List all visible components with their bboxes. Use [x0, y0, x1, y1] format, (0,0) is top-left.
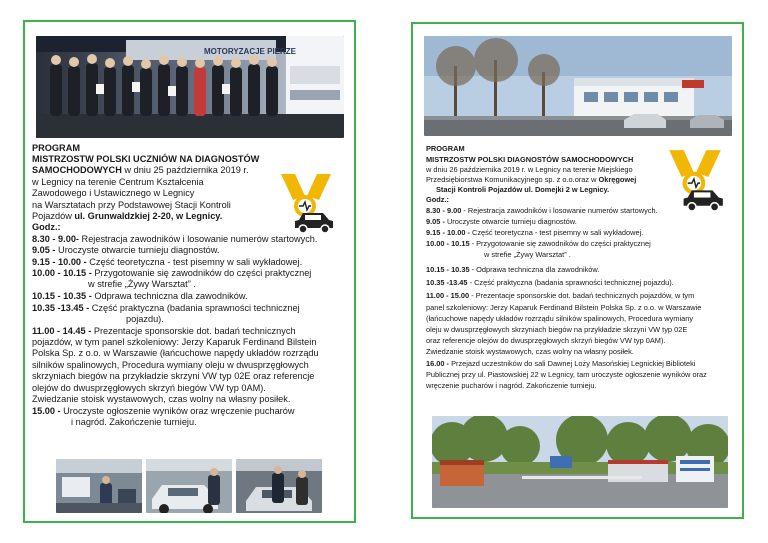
- right-schedule-item: 9.05 - Uroczyste otwarcie turnieju diagnostów.: [426, 217, 577, 226]
- banner-text: MOTORYZACJE PIERZE: [204, 47, 297, 56]
- left-schedule-item: pojazdu).: [126, 314, 164, 324]
- left-schedule-item: 11.00 - 14.45 - Prezentacje sponsorskie dot. badań technicznych: [32, 326, 296, 336]
- left-address: ul. Grunwaldzkiej 2-20, w Legnicy.: [71, 211, 223, 221]
- right-intro-line: Stacji Kontroli Pojazdów ul. Domejki 2 w Legnicy.: [436, 185, 610, 194]
- medal-car-icon: [277, 172, 337, 234]
- left-heading-program: PROGRAM: [32, 143, 80, 153]
- right-schedule-item: Zwiedzanie stoisk wystawowych, czas wolny na własny posiłek.: [426, 347, 634, 356]
- left-schedule-item: olejów do dwusprzęgłowych skrzyń biegów VW typ 0AM).: [32, 383, 266, 393]
- right-schedule-item: 10.35 -13.45 - Część praktyczna (badania sprawności technicznej pojazdu).: [426, 278, 674, 287]
- workshop-photo-1: [56, 459, 142, 513]
- workshop-photo-2: [146, 459, 232, 513]
- left-schedule-item: skrzyniach biegów na przykładzie skrzyni VW typ 02E oraz referencje: [32, 371, 315, 381]
- medal-car-icon: [665, 148, 727, 212]
- right-heading-program: PROGRAM: [426, 144, 465, 153]
- right-schedule-item: 16.00 - Przejazd uczestników do sali Dawnej Loży Masońskiej Legnickiej Biblioteki: [426, 359, 696, 368]
- right-program-panel: [411, 22, 744, 519]
- right-intro-line: w dniu 26 października 2019 r. w Legnicy na terenie Miejskiego: [426, 165, 633, 174]
- depot-entrance-photo: [432, 416, 728, 508]
- left-schedule-item: Zwiedzanie stoisk wystawowych, czas wolny na własny posiłek.: [32, 394, 291, 404]
- left-schedule-item: 10.35 -13.45 - Część praktyczna (badania sprawności technicznej: [32, 303, 300, 313]
- left-intro-date: w dniu 25 października 2019 r.: [121, 165, 249, 175]
- right-schedule-item: panel szkoleniowy: Jerzy Kaparuk Ferdinand Bilstein Polska Sp. z o.o. w Warszawie: [426, 303, 702, 312]
- left-intro-line: Zawodowego i Ustawicznego w Legnicy: [32, 188, 195, 198]
- award-ceremony-photo-art: [36, 36, 344, 138]
- right-schedule-item: 10.15 - 10.35 - Odprawa techniczna dla zawodników.: [426, 265, 600, 274]
- right-schedule-item: (łańcuchowe napędy układów rozrządu silników spalinowych, Procedura wymiany: [426, 314, 694, 323]
- left-schedule-item: 10.00 - 10.15 - Przygotowanie się zawodników do części praktycznej: [32, 268, 312, 278]
- left-schedule-item: i nagród. Zakończenie turnieju.: [71, 417, 197, 427]
- right-schedule-item: 11.00 - 15.00 - Prezentacje sponsorskie dot. badań technicznych pojazdów, w tym: [426, 291, 695, 300]
- left-hours-label: Godz.:: [32, 222, 61, 232]
- right-schedule-item: 10.00 - 10.15 - Przygotowanie się zawodników do części praktycznej: [426, 239, 651, 248]
- right-schedule-item: wręczenie pucharów i nagród. Zakończenie turnieju.: [426, 381, 597, 390]
- left-schedule-item: pojazdów, w tym panel szkoleniowy: Jerzy Kaparuk Ferdinand Bilstein: [32, 337, 317, 347]
- right-schedule-item: w strefie „Żywy Warsztat” .: [484, 250, 571, 259]
- left-intro-line: w Legnicy na terenie Centrum Kształcenia: [32, 177, 204, 187]
- workshop-photo-3: [236, 459, 322, 513]
- right-intro-line: Przedsiębiorstwa Komunikacyjnego sp. z o.o.oraz w Okręgowej: [426, 175, 637, 184]
- right-schedule-item: 8.30 - 9.00 - Rejestracja zawodników i losowanie numerów startowych.: [426, 206, 658, 215]
- left-schedule-item: 8.30 - 9.00- Rejestracja zawodników i losowanie numerów startowych.: [32, 234, 318, 244]
- left-schedule-item: 10.15 - 10.35 - Odprawa techniczna dla zawodników.: [32, 291, 248, 301]
- left-schedule-item: Polska Sp. z o.o. w Warszawie (łańcuchowe napędy układów rozrządu: [32, 348, 319, 358]
- left-schedule-item: silników spalinowych, Procedura wymiany oleju w dwusprzęgłowych: [32, 360, 309, 370]
- inspection-station-photo: [424, 36, 732, 136]
- left-schedule-item: 15.00 - Uroczyste ogłoszenie wyników oraz wręczenie pucharów: [32, 406, 295, 416]
- right-hours-label: Godz.:: [426, 195, 449, 204]
- right-schedule-item: oraz referencje olejów do dwusprzęgłowych skrzyń biegów VW typ 0AM).: [426, 336, 666, 345]
- award-ceremony-photo: [36, 36, 344, 138]
- right-schedule-item: oleju w dwusprzęgłowych skrzyniach biegów na przykładzie skrzyni VW typ 02E: [426, 325, 688, 334]
- right-heading-title: MISTRZOSTW POLSKI DIAGNOSTÓW SAMOCHODOWYCH: [426, 155, 634, 164]
- left-intro-line: na Warsztatach przy Podstawowej Stacji Kontroli: [32, 200, 231, 210]
- left-program-panel: [23, 20, 356, 523]
- left-heading-title-line2: [32, 165, 249, 176]
- left-address-prefix: Pojazdów: [32, 211, 72, 221]
- right-schedule-item: 9.15 - 10.00 - Część teoretyczna - test pisemny w sali wykładowej.: [426, 228, 644, 237]
- left-schedule-item: 9.05 - Uroczyste otwarcie turnieju diagnostów.: [32, 245, 220, 255]
- left-address-line: [32, 211, 222, 222]
- right-schedule-item: Publicznej przy ul. Piastowskiej 22 w Legnicy, tam uroczyste ogłoszenie wyników oraz: [426, 370, 707, 379]
- left-heading-title: MISTRZOSTW POLSKI UCZNIÓW NA DIAGNOSTÓW: [32, 154, 260, 164]
- left-heading-samochodowych: SAMOCHODOWYCH: [32, 165, 122, 175]
- left-schedule-item: 9.15 - 10.00 - Część teoretyczna - test pisemny w sali wykładowej.: [32, 257, 303, 267]
- left-schedule-item: w strefie „Żywy Warsztat” .: [88, 279, 196, 289]
